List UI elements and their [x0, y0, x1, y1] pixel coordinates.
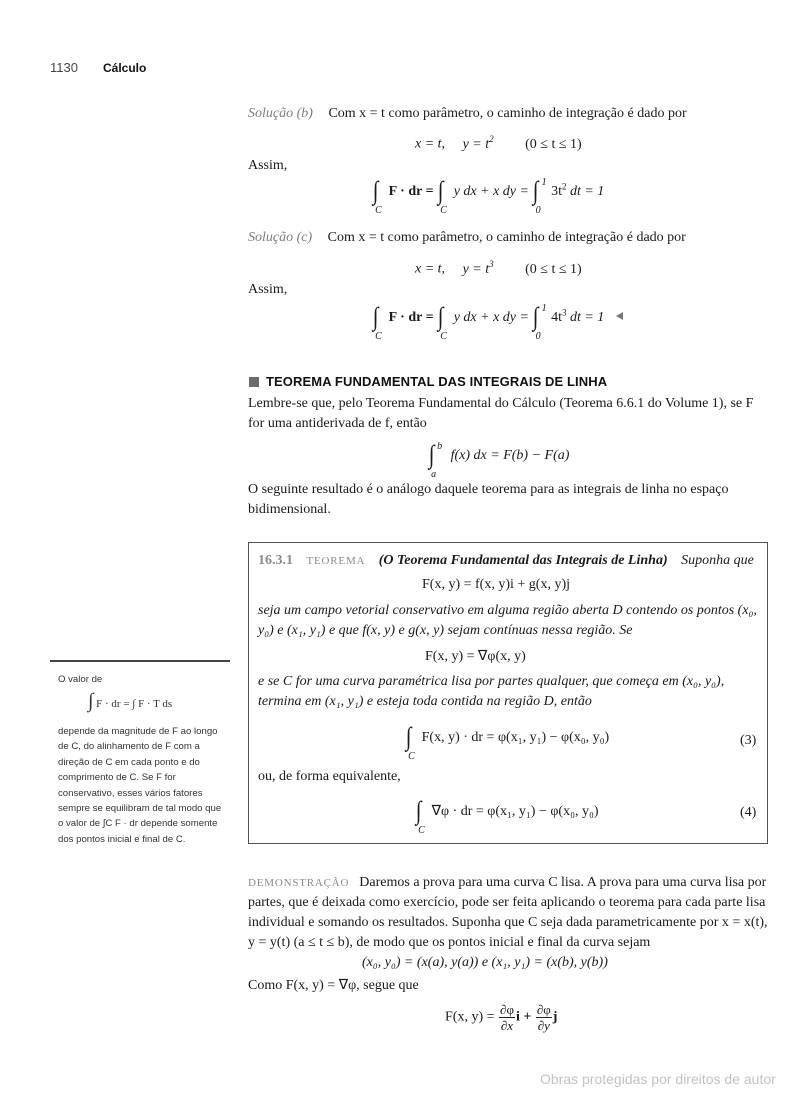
margin-note-rule [50, 660, 230, 662]
ftc-expression: f(x) dx = F(b) − F(a) [450, 448, 570, 463]
eq3-number: (3) [740, 733, 757, 748]
section-title: TEOREMA FUNDAMENTAL DAS INTEGRAIS DE LINHA [266, 374, 608, 389]
integral-lhs: F · dr = [388, 310, 434, 325]
theorem-or-text: ou, de forma equivalente, [258, 769, 401, 784]
margin-note-intro: O valor de [58, 674, 103, 685]
integral-sign: ∫ [437, 302, 444, 331]
solution-b-label: Solução (b) [248, 106, 313, 121]
param-range: (0 ≤ t ≤ 1) [525, 261, 582, 277]
proof-label: DEMONSTRAÇÃO [248, 877, 350, 889]
solution-b-text: Com x = t como parâmetro, o caminho de integração é dado por [328, 106, 687, 121]
integral-sign: ∫ [88, 690, 94, 712]
proof-text: Daremos a prova para uma curva C lisa. A prova para uma curva lisa por partes, que é deixada como exercício, pode ser feita aplicando o teorema para cada parte lisa individual e somando os resultados. Suponha que C seja dada parametricamente por x = x(t), y = y(t) (a ≤ t ≤ b), de modo que os pontos inicial e final da curva sejam [248, 875, 768, 950]
proof-paragraph [248, 873, 768, 953]
eq4-number: (4) [740, 805, 757, 820]
solution-c-intro [248, 228, 768, 248]
param-y-exponent: 3 [489, 259, 494, 269]
integrand: 3t [551, 184, 562, 199]
param-y: y = t [462, 261, 490, 277]
section-square-icon [249, 377, 259, 387]
theorem-lead: Suponha que [681, 553, 754, 568]
numerator: ∂φ [500, 1002, 514, 1017]
integral-sign: ∫ [405, 722, 412, 751]
solution-b-parametrization [415, 134, 582, 153]
unit-j: j [552, 1009, 558, 1025]
theorem-header [258, 551, 758, 571]
integral-lower-limit: 0 [535, 205, 541, 216]
solution-c-text: Com x = t como parâmetro, o caminho de integração é dado por [327, 230, 686, 245]
proof-endpoints: (x₀, y₀) = (x(a), y(a)) e (x₁, y₁) = (x(b), y(b)) [362, 955, 608, 970]
integral-result: dt = 1 [569, 310, 605, 325]
numerator: ∂φ [536, 1002, 551, 1017]
integral-subscript: C [440, 205, 447, 216]
integral-sign: ∫ [437, 176, 444, 205]
unit-i: i + [515, 1009, 532, 1025]
theorem-text-1: seja um campo vetorial conservativo em alguma região aberta D contendo os pontos (x₀, y₀) e (x₁, y₁) e que f(x, y) e g(x, y) sejam contínuas nessa região. Se [258, 603, 757, 638]
theorem-number: 16.3.1 [258, 553, 293, 568]
solution-c-integral [372, 300, 623, 342]
theorem-name: (O Teorema Fundamental das Integrais de Linha) [378, 553, 668, 568]
theorem-eq4 [415, 794, 599, 836]
integrand-exponent: 3 [561, 307, 567, 318]
param-y-exponent: 2 [489, 134, 494, 144]
ftc-equation [428, 438, 570, 480]
copyright-watermark: Obras protegidas por direitos de autor [540, 1071, 776, 1087]
proof-follows: Como F(x, y) = ∇φ, segue que [248, 978, 419, 993]
eq3-expression: F(x, y) · dr = φ(x₁, y₁) − φ(x₀, y₀) [421, 730, 610, 745]
integral-sign: ∫ [415, 796, 422, 825]
solution-c-label: Solução (c) [248, 230, 313, 245]
section-paragraph-1: Lembre-se que, pelo Teorema Fundamental do Cálculo (Teorema 6.6.1 do Volume 1), se F for uma antiderivada de f, então [248, 396, 754, 431]
integral-subscript: C [375, 205, 382, 216]
integral-subscript: C [440, 331, 447, 342]
solution-c-parametrization [415, 259, 582, 278]
end-of-example-triangle-icon [616, 312, 623, 320]
eq4-expression: ∇φ · dr = φ(x₁, y₁) − φ(x₀, y₀) [431, 804, 599, 819]
integral-middle: y dx + x dy = [453, 184, 529, 199]
solution-b-assim: Assim, [248, 158, 288, 173]
integral-lower-limit: 0 [535, 331, 541, 342]
integrand-exponent: 2 [561, 181, 567, 192]
param-x: x = t, [415, 136, 446, 152]
theorem-word: TEOREMA [306, 555, 366, 567]
partial-x-fraction [499, 1002, 515, 1033]
solution-b-integral [372, 174, 605, 216]
partial-y-fraction [536, 1002, 552, 1033]
integral-subscript: C [408, 751, 415, 762]
margin-note-body: depende da magnitude de F ao longo de C, do alinhamento de F com a direção de C em cada ponto e do comprimento de C. Se F for conservativo, esses vários fatores sempre se equilibram de tal modo que o valor de ∫C F · dr depende somente dos pontos inicial e final de C. [58, 726, 222, 845]
integral-sign: ∫ [428, 440, 435, 469]
theorem-text-2: e se C for uma curva paramétrica lisa por partes qualquer, que começa em (x₀, y₀), termina em (x₁, y₁) e esteja toda contida na região D, então [258, 674, 725, 709]
margin-note-equation [88, 690, 256, 712]
running-title: Cálculo [103, 61, 147, 75]
integral-sign: ∫ [372, 176, 379, 205]
gradient-equation [445, 1002, 557, 1033]
integral-lhs: F · dr = [388, 184, 434, 199]
integral-sign: ∫ [533, 302, 539, 331]
integral-subscript: C [375, 331, 382, 342]
integral-upper-limit: 1 [541, 177, 547, 188]
integral-middle: y dx + x dy = [453, 310, 529, 325]
section-paragraph-2: O seguinte resultado é o análogo daquele teorema para as integrais de linha no espaço bidimensional. [248, 482, 729, 517]
solution-b-intro [248, 104, 768, 124]
margin-equation-expression: F · dr = ∫ F · T ds [96, 698, 173, 710]
theorem-eq2: F(x, y) = ∇φ(x, y) [425, 649, 526, 664]
integral-subscript: C [418, 825, 425, 836]
integral-result: dt = 1 [569, 184, 605, 199]
page-number: 1130 [50, 60, 78, 75]
integral-sign: ∫ [372, 302, 379, 331]
denominator: ∂y [537, 1018, 550, 1033]
section-heading [249, 374, 607, 389]
theorem-eq1: F(x, y) = f(x, y)i + g(x, y)j [422, 577, 570, 592]
integral-upper-limit: b [437, 441, 443, 452]
param-x: x = t, [415, 261, 446, 277]
param-y: y = t [462, 136, 490, 152]
integral-lower-limit: a [431, 469, 437, 480]
param-range: (0 ≤ t ≤ 1) [525, 136, 582, 152]
solution-c-assim: Assim, [248, 282, 288, 297]
gradient-lhs: F(x, y) = [445, 1009, 495, 1025]
integral-upper-limit: 1 [541, 303, 547, 314]
denominator: ∂x [500, 1018, 514, 1033]
integral-sign: ∫ [533, 176, 539, 205]
theorem-eq3 [405, 720, 610, 762]
integrand: 4t [551, 310, 562, 325]
